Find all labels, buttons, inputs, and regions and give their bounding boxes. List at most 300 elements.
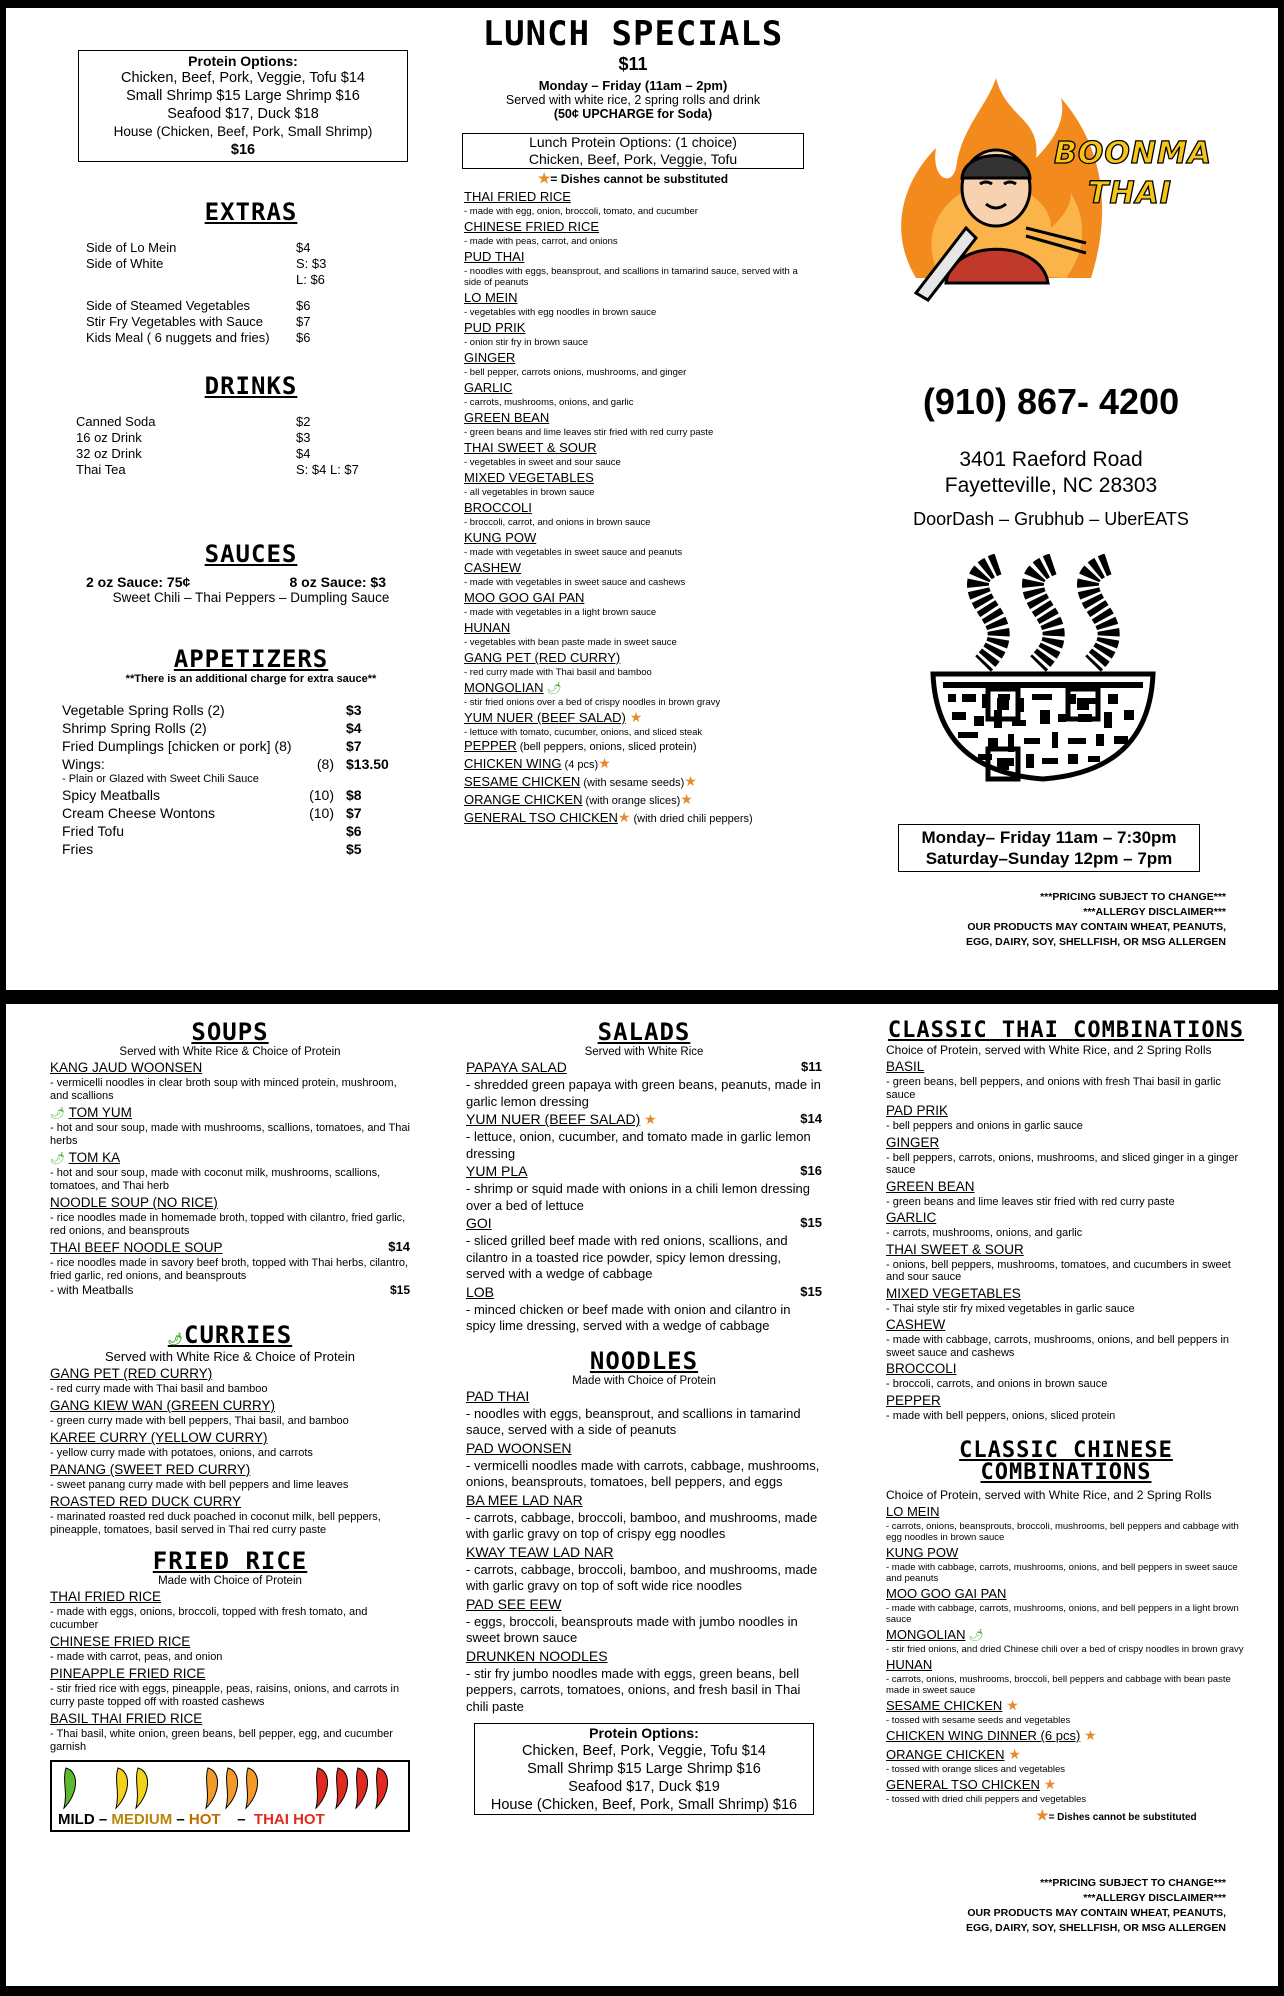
menu-item-header [466, 1388, 822, 1406]
menu-item [464, 379, 808, 408]
star-icon: ★ [1036, 1807, 1049, 1823]
menu-item [50, 1059, 410, 1103]
appetizer-row [62, 786, 402, 804]
appetizer-price: $8 [346, 787, 362, 803]
chili-medium-icon [116, 1768, 128, 1808]
menu-item-title [886, 1727, 1097, 1745]
menu-item-name: GANG KIEW WAN (GREEN CURRY) [50, 1398, 276, 1413]
menu-item-title [464, 409, 549, 427]
menu-item-header [464, 409, 808, 427]
menu-item-title [50, 1397, 275, 1415]
menu-item-desc: - made with cabbage, carrots, mushrooms, onions, and bell peppers in sweet sauce and peanuts [886, 1562, 1238, 1584]
menu-item-desc: - made with vegetables in a light brown sauce [464, 607, 657, 618]
qr-bowl-graphic [928, 554, 1158, 814]
menu-item-name: SESAME CHICKEN [464, 774, 581, 789]
menu-item-desc: - made with egg, onion, broccoli, tomato, and cucumber [464, 206, 698, 217]
menu-item-desc: - tossed with sesame seeds and vegetables [886, 1715, 1071, 1726]
menu-item [464, 218, 808, 247]
menu-row [86, 298, 386, 314]
menu-page-front [6, 8, 1278, 990]
menu-item-name: PANANG (SWEET RED CURRY) [50, 1462, 251, 1477]
spice-mild: MILD [58, 1811, 95, 1828]
disclaimer-line: OUR PRODUCTS MAY CONTAIN WHEAT, PEANUTS, [967, 921, 1226, 933]
chili-icon: 🌶 [50, 1151, 69, 1165]
menu-item-title [464, 439, 597, 457]
appetizer-price: $7 [346, 738, 362, 754]
curries-list [50, 1365, 410, 1537]
menu-item-title [50, 1710, 202, 1728]
menu-item-price: $15 [800, 1283, 822, 1299]
item-price: L: $6 [296, 272, 325, 287]
menu-row [86, 330, 386, 346]
phone-number[interactable]: (910) 867- 4200 [922, 381, 1180, 422]
appetizer-row [62, 822, 402, 840]
menu-item-name: MOO GOO GAI PAN [464, 590, 585, 605]
appetizer-price: $4 [346, 720, 362, 736]
menu-item-desc: - carrots, onions, beansprouts, broccoli, mushrooms, bell peppers and cabbage with egg noodles in brown sauce [886, 1521, 1239, 1543]
menu-item-name: CASHEW [886, 1317, 946, 1332]
menu-item-name: HUNAN [886, 1657, 933, 1672]
menu-item-header [466, 1111, 822, 1129]
appetizer-qty [294, 737, 334, 755]
menu-item-name: GARLIC [464, 380, 513, 395]
menu-item-desc: - carrots, onions, mushrooms, broccoli, bell peppers and cabbage with bean paste made in sweet sauce [886, 1674, 1231, 1696]
menu-item-header [886, 1209, 1246, 1227]
menu-item-desc: - stir fried rice with eggs, pineapple, peas, raisins, onions, and carrots in curry paste topped off with roasted cashews [50, 1683, 400, 1708]
menu-item [466, 1163, 822, 1214]
item-price: S: $3 [296, 256, 327, 271]
menu-item [466, 1215, 822, 1283]
menu-item-title [886, 1058, 924, 1076]
menu-item-header [50, 1429, 410, 1447]
menu-item-desc: - sliced grilled beef made with red onions, scallions, and cilantro in a toasted rice powder, spicy lemon dressing, served with a wedge of cabbage [466, 1233, 788, 1281]
appetizer-name: Cream Cheese Wontons [62, 805, 216, 821]
menu-item-title [886, 1544, 958, 1562]
menu-item-name: KANG JAUD WOONSEN [50, 1060, 203, 1075]
menu-item-header [464, 619, 808, 637]
menu-item [464, 469, 808, 498]
appetizer-name: Fried Dumplings [chicken or pork] (8) [62, 738, 292, 754]
extras-list [86, 240, 386, 346]
menu-item-title [464, 619, 510, 637]
appetizer-list [62, 701, 402, 858]
menu-item-title [466, 1648, 608, 1666]
menu-item-name: CASHEW [464, 560, 522, 575]
menu-item-header [466, 1284, 822, 1302]
menu-item-desc: - vegetables in sweet and sour sauce [464, 457, 621, 468]
appetizers-title: APPETIZERS [173, 645, 329, 673]
menu-item-desc: - made with vegetables in sweet sauce and cashews [464, 577, 686, 588]
appetizer-qty: (10) [309, 805, 334, 821]
menu-item-header [466, 1596, 822, 1614]
appetizer-name: Fries [62, 841, 94, 857]
item-price: $4 [296, 446, 311, 461]
spice-thai-hot: THAI HOT [253, 1811, 325, 1828]
menu-item-title [50, 1365, 212, 1383]
sauce-price-2oz: 2 oz Sauce: 75¢ [86, 574, 191, 590]
menu-item-name: PAD WOONSEN [466, 1439, 572, 1456]
menu-item-header [886, 1697, 1246, 1715]
meatballs-row [50, 1283, 410, 1297]
menu-item-name: CHINESE FRIED RICE [464, 219, 600, 234]
menu-row [76, 446, 386, 462]
menu-item-name: THAI SWEET & SOUR [886, 1241, 1024, 1257]
menu-item-title [50, 1059, 202, 1077]
menu-item-title [464, 289, 517, 307]
disclaimer-line: ***ALLERGY DISCLAIMER*** [1083, 1892, 1226, 1904]
menu-item [466, 1440, 822, 1491]
spice-level-legend [50, 1760, 410, 1832]
menu-item-title [50, 1429, 268, 1447]
chili-mild-icon [64, 1768, 76, 1808]
menu-item-title [886, 1209, 936, 1227]
menu-item-header [886, 1241, 1246, 1259]
menu-item-title [464, 319, 525, 337]
chili-hot-icon [206, 1768, 218, 1808]
menu-item-header [886, 1178, 1246, 1196]
appetizers-note: **There is an additional charge for extra sauce** [125, 673, 377, 685]
chili-hot-icon [226, 1768, 238, 1808]
menu-item-title [50, 1239, 223, 1257]
menu-item-name: ROASTED RED DUCK CURRY [50, 1494, 242, 1509]
menu-item-header [50, 1104, 410, 1122]
menu-item [50, 1633, 410, 1664]
menu-item-header [50, 1461, 410, 1479]
menu-item-desc: - made with bell peppers, onions, sliced protein [886, 1409, 1116, 1422]
menu-item-name: HUNAN [464, 620, 511, 635]
protein-options-title-2: Protein Options: [589, 1725, 699, 1741]
menu-item-title [886, 1626, 984, 1644]
item-name [86, 272, 296, 288]
appetizer-row [62, 737, 402, 755]
disclaimer-line: EGG, DAIRY, SOY, SHELLFISH, OR MSG ALLERGEN [966, 936, 1226, 948]
menu-item-title [886, 1241, 1024, 1259]
curries-title: CURRIES [184, 1321, 293, 1349]
soups-title: SOUPS [191, 1018, 269, 1046]
menu-item [886, 1776, 1246, 1805]
menu-item-title [466, 1440, 572, 1458]
menu-item-header [886, 1503, 1246, 1521]
menu-item-price: $16 [800, 1163, 822, 1178]
menu-item-title [886, 1746, 1021, 1764]
chili-hot-icon [246, 1768, 258, 1808]
menu-item-header [50, 1194, 410, 1212]
middle-column-2 [466, 1004, 822, 1815]
menu-item [464, 188, 808, 217]
menu-item-header [886, 1360, 1246, 1378]
menu-item-name: TOM KA [68, 1150, 121, 1165]
menu-item [464, 409, 808, 438]
menu-item [50, 1104, 410, 1148]
menu-item-header [466, 1648, 822, 1666]
disclaimer-line: ***PRICING SUBJECT TO CHANGE*** [1040, 891, 1226, 903]
menu-item-title [466, 1163, 527, 1181]
menu-item-header [464, 499, 808, 517]
menu-item [464, 773, 808, 791]
menu-item-name: BASIL [886, 1059, 925, 1074]
menu-item-header [464, 589, 808, 607]
spice-medium: MEDIUM [111, 1811, 173, 1828]
lunch-column [458, 8, 808, 827]
menu-item-title [50, 1633, 190, 1651]
menu-item [886, 1697, 1246, 1726]
protein-line: House (Chicken, Beef, Pork, Small Shrimp) [113, 124, 373, 139]
item-name: Side of Steamed Vegetables [86, 298, 251, 313]
drinks-title: DRINKS [204, 372, 298, 400]
menu-item-title [464, 499, 532, 517]
menu-item-header [464, 649, 808, 667]
menu-item-name: TOM YUM [68, 1105, 132, 1120]
menu-item [464, 319, 808, 348]
menu-item-title [464, 248, 524, 266]
menu-item-name: NOODLE SOUP (NO RICE) [50, 1195, 218, 1210]
menu-item [464, 289, 808, 318]
menu-item-name: YUM NUER (BEEF SALAD) [464, 710, 626, 725]
steam-icon [978, 564, 999, 664]
protein-line: Seafood $17, Duck $19 [568, 1779, 720, 1795]
star-icon: ★ [1004, 1746, 1021, 1762]
fried-rice-sub: Made with Choice of Protein [158, 1575, 302, 1587]
appetizer-row [62, 804, 402, 822]
menu-item [50, 1239, 410, 1283]
meatballs-label: - with Meatballs [50, 1283, 134, 1297]
menu-item-header [464, 349, 808, 367]
star-icon: ★ [1080, 1727, 1097, 1743]
classic-chinese-list [886, 1503, 1246, 1805]
menu-item-desc: - broccoli, carrot, and onions in brown sauce [464, 517, 651, 528]
menu-item-desc: - rice noodles made in homemade broth, topped with cilantro, fried garlic, red onions, and beansprouts [50, 1212, 406, 1237]
menu-item-name: CHINESE FRIED RICE [50, 1634, 191, 1649]
chili-icon: 🌶 [167, 1332, 185, 1346]
menu-item-title [464, 379, 512, 397]
hours-weekend: Saturday–Sunday 12pm – 7pm [925, 849, 1173, 868]
item-name: 32 oz Drink [76, 446, 142, 461]
chili-thai-hot-icon [376, 1768, 388, 1808]
salads-title: SALADS [597, 1018, 691, 1046]
star-icon: ★ [625, 709, 643, 725]
menu-item-header [886, 1776, 1246, 1794]
menu-item-title [886, 1585, 1006, 1603]
menu-item-name: GENERAL TSO CHICKEN [464, 810, 618, 825]
lunch-upcharge: (50¢ UPCHARGE for Soda) [553, 107, 713, 121]
item-price: $4 [296, 240, 311, 255]
menu-item-header [464, 559, 808, 577]
menu-item [466, 1059, 822, 1110]
menu-row [76, 414, 386, 430]
menu-item-header [50, 1493, 410, 1511]
disclaimer-line: ***ALLERGY DISCLAIMER*** [1083, 906, 1226, 918]
menu-item-header [886, 1585, 1246, 1603]
menu-item-desc: - broccoli, carrots, and onions in brown sauce [886, 1378, 1108, 1390]
spice-hot: HOT [188, 1811, 221, 1828]
menu-item-title [886, 1392, 941, 1410]
menu-item-header [466, 1544, 822, 1562]
menu-item-name: CHICKEN WING DINNER (6 pcs) [886, 1728, 1081, 1743]
classic-thai-sub: Choice of Protein, served with White Rice, and 2 Spring Rolls [886, 1043, 1212, 1057]
protein-options-box-2 [474, 1723, 814, 1815]
menu-item-title [466, 1111, 657, 1129]
steam-icon [1088, 564, 1109, 664]
disclaimer-2 [886, 1876, 1226, 1936]
menu-item-desc: - tossed with orange slices and vegetables [886, 1764, 1066, 1775]
menu-item-header [50, 1149, 410, 1167]
menu-item-desc: - lettuce with tomato, cucumber, onions, and sliced steak [464, 727, 703, 738]
menu-item [886, 1544, 1246, 1584]
menu-item [464, 709, 808, 738]
menu-item-header [466, 1440, 822, 1458]
lunch-title: LUNCH SPECIALS [482, 14, 784, 54]
hours-weekday: Monday– Friday 11am – 7:30pm [921, 828, 1177, 847]
menu-item-extra: (with dried chili peppers) [630, 813, 753, 825]
menu-item-header [464, 679, 808, 697]
menu-item-price: $14 [800, 1111, 822, 1126]
lunch-protein-list: Chicken, Beef, Pork, Veggie, Tofu [528, 151, 738, 167]
menu-item [886, 1316, 1246, 1359]
menu-item-header [50, 1633, 410, 1651]
address-line1: 3401 Raeford Road [959, 448, 1143, 471]
appetizer-row [62, 701, 402, 719]
menu-item-title [886, 1285, 1021, 1303]
menu-item-desc: - red curry made with Thai basil and bamboo [464, 667, 652, 678]
menu-item-title [886, 1360, 957, 1378]
appetizer-price: $5 [346, 841, 362, 857]
sauce-price-8oz: 8 oz Sauce: $3 [289, 574, 386, 590]
soups-sub: Served with White Rice & Choice of Protein [119, 1046, 341, 1058]
menu-item [886, 1209, 1246, 1240]
disclaimer-line: EGG, DAIRY, SOY, SHELLFISH, OR MSG ALLERGEN [966, 1922, 1226, 1934]
menu-item-name: GREEN BEAN [464, 410, 550, 425]
menu-item [886, 1503, 1246, 1543]
menu-item-desc: - stir fried onions, and dried Chinese chili over a bed of crispy noodles in brown gravy [886, 1644, 1244, 1655]
chili-icon: 🌶 [543, 681, 563, 695]
appetizer-qty [294, 840, 334, 858]
left-column-2 [50, 1004, 410, 1832]
appetizer-price: $13.50 [346, 756, 389, 772]
logo-text-thai: THAI [1088, 176, 1172, 211]
menu-item-name: GENERAL TSO CHICKEN [886, 1777, 1040, 1792]
item-name: Side of White [86, 256, 164, 271]
menu-item-extra: (4 pcs) [561, 759, 599, 771]
menu-item-header [886, 1285, 1246, 1303]
logo-text-boonma: BOONMA [1054, 136, 1213, 171]
protein-line: House (Chicken, Beef, Pork, Small Shrimp) $16 [490, 1797, 798, 1813]
menu-item-desc: - Thai basil, white onion, green beans, bell pepper, egg, and cucumber garnish [50, 1728, 393, 1753]
disclaimer-line: OUR PRODUCTS MAY CONTAIN WHEAT, PEANUTS, [967, 1907, 1226, 1919]
menu-item-desc: - made with cabbage, carrots, mushrooms, onions, and bell peppers in a light brown sauce [886, 1603, 1239, 1625]
menu-item-desc: - onions, bell peppers, mushrooms, tomatoes, and cucumbers in sweet and sour sauce [886, 1258, 1231, 1283]
menu-item-name: THAI BEEF NOODLE SOUP [50, 1240, 223, 1255]
menu-item-title [50, 1149, 120, 1167]
menu-item [466, 1284, 822, 1335]
menu-item-title [466, 1596, 561, 1614]
menu-item-header [886, 1134, 1246, 1152]
menu-item-title [466, 1284, 494, 1302]
lunch-inline-list [464, 738, 808, 827]
menu-item [464, 649, 808, 678]
menu-item-header [886, 1392, 1246, 1410]
menu-item-header [464, 529, 808, 547]
menu-item [464, 619, 808, 648]
menu-item [886, 1656, 1246, 1696]
sauce-list: Sweet Chili – Thai Peppers – Dumpling Sauce [112, 590, 390, 605]
menu-item-desc: - noodles with eggs, beansprout, and scallions in tamarind sauce, served with a side of peanuts [464, 266, 798, 288]
menu-item-header [464, 469, 808, 487]
menu-item-name: GINGER [464, 350, 516, 365]
menu-item [464, 349, 808, 378]
star-icon: ★ [617, 809, 631, 825]
menu-item [464, 248, 808, 288]
menu-item-desc: - Thai style stir fry mixed vegetables in garlic sauce [886, 1302, 1135, 1315]
protein-options-box [78, 50, 408, 162]
menu-item-name: THAI SWEET & SOUR [464, 440, 597, 455]
menu-item-name: GARLIC [886, 1210, 937, 1225]
menu-item-name: KUNG POW [464, 530, 537, 545]
menu-item-name: PAD THAI [466, 1387, 530, 1404]
menu-item [886, 1585, 1246, 1625]
menu-item-header [886, 1544, 1246, 1562]
menu-item-name: PUD PRIK [464, 320, 526, 335]
menu-item [464, 589, 808, 618]
appetizer-qty: (8) [316, 756, 334, 772]
menu-item-header [50, 1059, 410, 1077]
menu-item [466, 1492, 822, 1543]
menu-item-title [886, 1134, 939, 1152]
fried-rice-list [50, 1588, 410, 1754]
menu-item-desc: - lettuce, onion, cucumber, and tomato made in garlic lemon dressing [466, 1129, 811, 1161]
protein-line: Small Shrimp $15 Large Shrimp $16 [126, 88, 360, 104]
menu-item-name: LO MEIN [464, 290, 518, 305]
menu-item-title [466, 1492, 583, 1510]
star-icon: ★ [680, 791, 693, 807]
menu-item [464, 755, 808, 773]
wings-note: - Plain or Glazed with Sweet Chili Sauce [62, 773, 259, 785]
menu-item-price: $11 [801, 1059, 822, 1074]
qr-code[interactable] [928, 554, 1158, 814]
star-legend-2 [1036, 1807, 1246, 1824]
menu-item-name: MONGOLIAN [886, 1627, 966, 1642]
menu-item-desc: - shrimp or squid made with onions in a chili lemon dressing over a bed of lettuce [466, 1181, 810, 1213]
menu-item-desc: - red curry made with Thai basil and bamboo [50, 1383, 268, 1395]
menu-item-title [464, 649, 620, 667]
menu-item-name: PUD THAI [464, 249, 525, 264]
menu-item-desc: - vegetables with egg noodles in brown sauce [464, 307, 657, 318]
menu-item-price: $14 [388, 1239, 410, 1254]
menu-item-name: PAD SEE EEW [466, 1595, 562, 1612]
menu-item [466, 1544, 822, 1595]
menu-item [886, 1241, 1246, 1284]
chili-thai-hot-icon [336, 1768, 348, 1808]
menu-item-name: THAI FRIED RICE [464, 189, 571, 204]
menu-item-name: YUM NUER (BEEF SALAD) [466, 1111, 641, 1127]
menu-row [86, 240, 386, 256]
menu-item-desc: - rice noodles made in savory beef broth, topped with Thai herbs, cilantro, fried garlic, red onions, and beansprouts [50, 1257, 409, 1282]
classic-chinese-sub: Choice of Protein, served with White Rice, and 2 Spring Rolls [886, 1488, 1212, 1502]
menu-item-title [466, 1215, 492, 1233]
menu-item-desc: - minced chicken or beef made with onion and cilantro in spicy lime dressing, served with a wedge of cabbage [466, 1301, 791, 1333]
menu-item [50, 1194, 410, 1238]
menu-item [50, 1588, 410, 1632]
menu-item-header [464, 379, 808, 397]
menu-item-title [50, 1104, 132, 1122]
menu-item-title [464, 709, 642, 727]
menu-item-desc: - carrots, cabbage, broccoli, bamboo, and mushrooms, made with garlic gravy on top of crispy egg noodles [466, 1509, 818, 1541]
menu-item-desc: - vermicelli noodles in clear broth soup with minced protein, mushroom, and scallions [50, 1077, 397, 1102]
left-column [36, 8, 426, 858]
protein-line: Small Shrimp $15 Large Shrimp $16 [527, 1761, 761, 1777]
menu-item-header [50, 1665, 410, 1683]
menu-item-desc: - hot and sour soup, made with coconut milk, mushrooms, scallions, tomatoes, and Thai herb [50, 1167, 381, 1192]
menu-item-title [886, 1316, 945, 1334]
